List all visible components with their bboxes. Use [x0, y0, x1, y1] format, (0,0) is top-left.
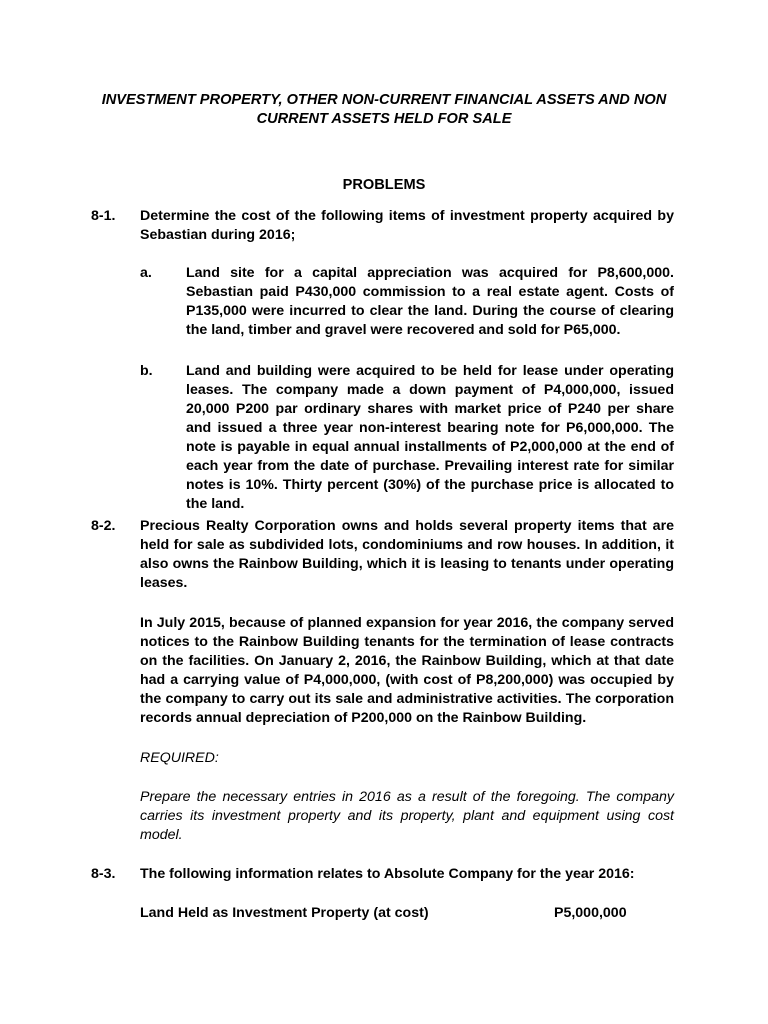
problem-number-8-1: 8-1.	[91, 208, 116, 224]
item-a-text: Land site for a capital appreciation was acquired for P8,600,000. Sebastian paid P430,000 commission to a real estate agent. Costs of P135,000 were incurred to clear the land. During the course of clearing the land, timber and gravel were recovered and sold for P65,000.	[186, 265, 674, 338]
required-text: Prepare the necessary entries in 2016 as a result of the foregoing. The company carries its investment property and its property, plant and equipment using cost model.	[140, 789, 674, 843]
table-row-label: Land Held as Investment Property (at cost)	[140, 905, 429, 921]
title-line-2: CURRENT ASSETS HELD FOR SALE	[256, 111, 512, 127]
problem-8-2-para-1: Precious Realty Corporation owns and holds several property items that are held for sale as subdivided lots, condominiums and row houses. In addition, it also owns the Rainbow Building, which it is leasing to tenants under operating leases.	[140, 518, 674, 591]
problem-number-8-2: 8-2.	[91, 518, 116, 534]
item-b-text: Land and building were acquired to be held for lease under operating leases. The company made a down payment of P4,000,000, issued 20,000 P200 par ordinary shares with market price of P240 per share and issued a three year non-interest bearing note for P6,000,000. The note is payable in equal annual installments of P2,000,000 at the end of each year from the date of purchase. Prevailing interest rate for similar notes is 10%. Thirty percent (30%) of the purchase price is allocated to the land.	[186, 363, 674, 512]
section-heading: PROBLEMS	[342, 177, 426, 193]
document-title	[86, 91, 682, 129]
item-label-a: a.	[140, 265, 152, 281]
problem-number-8-3: 8-3.	[91, 866, 116, 882]
problem-8-1-intro: Determine the cost of the following items of investment property acquired by Sebastian during 2016;	[140, 208, 674, 243]
table-row-amount: P5,000,000	[554, 905, 627, 921]
item-label-b: b.	[140, 363, 153, 379]
required-label: REQUIRED:	[140, 750, 219, 766]
problem-8-2-para-2: In July 2015, because of planned expansion for year 2016, the company served notices to the Rainbow Building tenants for the termination of lease contracts on the facilities. On January 2, 2016, the Rainbow Building, which at that date had a carrying value of P4,000,000, (with cost of P8,200,000) was occupied by the company to carry out its sale and administrative activities. The corporation records annual depreciation of P200,000 on the Rainbow Building.	[140, 615, 674, 726]
title-line-1: INVESTMENT PROPERTY, OTHER NON-CURRENT FINANCIAL ASSETS AND NON	[101, 92, 667, 108]
problem-8-3-intro: The following information relates to Absolute Company for the year 2016:	[140, 866, 635, 882]
